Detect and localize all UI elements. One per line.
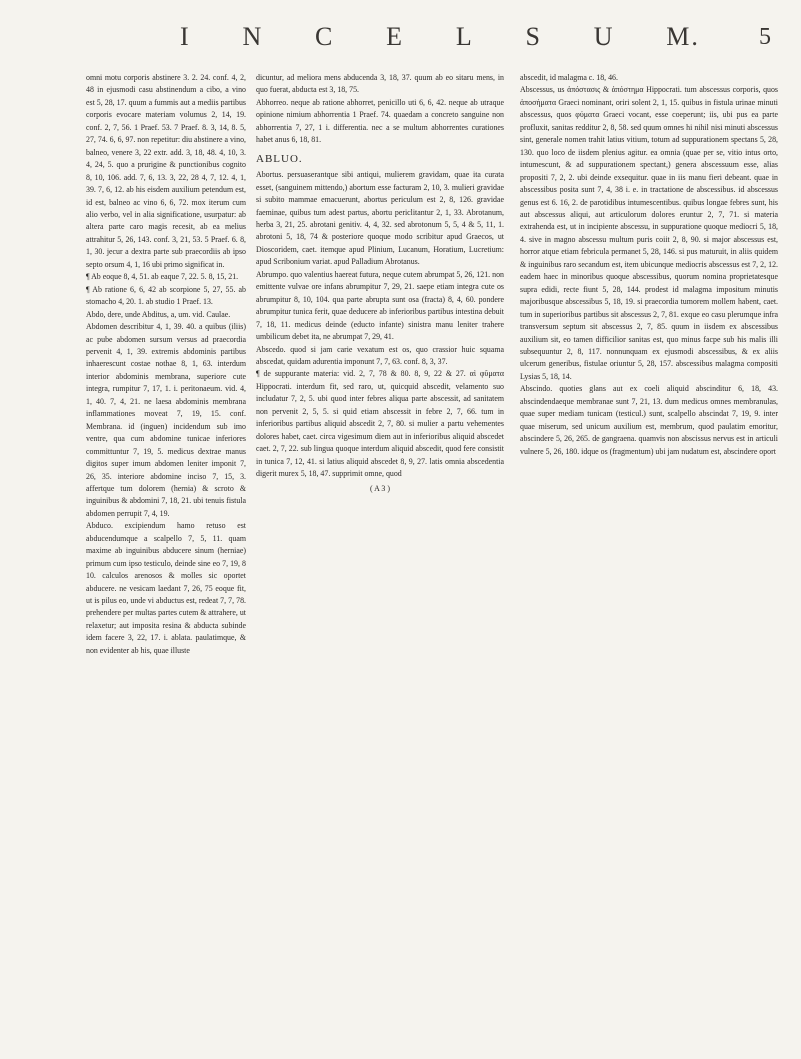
running-head-letter: M.: [666, 22, 700, 51]
running-head-letter: L: [455, 22, 474, 51]
right-column: [520, 72, 778, 458]
running-head-letter: I: [180, 22, 191, 51]
section-head: ABLUO.: [256, 152, 303, 165]
page-number: 5: [759, 24, 771, 50]
running-head-letter: N: [242, 22, 264, 51]
running-head-letter: E: [386, 22, 405, 51]
entry-text: Abortus. persuaserantque sibi antiqui, mulierem gravidam, quae ita curata esset, (sanguinem mittendo,) abortum esse facturam 2, 10, 3. mulieri gravidae si subito mammae emacuerunt, abortus periculum est 2, 8, 126. gravidae faeminae, quibus tum adest partus, abortu periclitantur 2, 1, 33. Abrotanum, herba 3, 21, 25. abrotani genitiv. 4, 4, 32. sed abrotonum 5, 5, 4 & 5, 11, 1. abrotoni 5, 18, 74 & posteriore quoque modo scribitur apud Graecos, ut Dioscoridem, caet. itemque apud Plinium, Lucanum, Horatium, Lucretium: apud Scribonium variat. apud Palladium Abrotanus.: [256, 170, 504, 267]
entry-text: Abscessus, us ἀπόστασις & ἀπόστημα Hippocrati. tum abscessus corporis, quos ἀποσήματα Graeci nominant, oriri solent 2, 1, 15. quibus in fistula urinae minuti abscessus, quos φύματα Graeci vocant, esse coeperunt; iis, ubi pus ea parte profluxit, sanitas redditur 2, 8, 58. sed quum omnes hi nihil nisi minuti abscessus sint, generale nomen trahit latius vitium, totum ad suppurationem spectans 5, 28, 130. quo loco de iisdem plenius agitur. ea omnia (quae per se, vitio intus orto, intumescunt, & ad suppurationem spectant,) genera abscessuum esse, alias propositi 7, 2, 2. ubi deinde exsequitur. quae in iis manu fieri debeant. quae in abscessibus posita sunt 7, 4, 38 i. e. in tractatione de abscessibus. id abscessus genus est 6. 16, 2. de parotidibus intumescentibus. quibus longae febres sunt, his aut abscessus aliqui, aut articulorum dolores eruntur 2, 7, 71. si materia extrahenda est, ut in incipiente abscessu, in suppuratione quoque mediocri 5, 18, 4. sive in magno abscessu multum puris coiit 2, 8, 90. si major abscessus est, horror atque etiam febricula permanet 5, 28, 146. si pus maturuit, in aliis quidem & inguinibus raro secandum est, item ubicunque mediocris abscessus est 7, 2, 12. eadem haec in minoribus quoque abscessibus, quorum nomina proprietatesque supra edidi, recte fiunt 5, 28, 144. prodest id malagma impositum minutis majoribusque abscessibus 5, 18, 19. si praecordia tumorem mollem habent, caet. tum in superioribus partibus sit abscessus 2, 7, 81. exque eo casu plerumque infra transversum septum sit abscessus 2, 7, 85. quum in iisdem ex abscessibus auxilium sit, eo tamen difficilior sanitas est, quo minus facpe sub his malis illi subsequuntur 2, 8, 117. nonnunquam ex ejusmodi abscessibus, & ex aliis ulcerum generibus, fistulae oriuntur 5, 28, 157. abscessibus malagma compositi Lysias 5, 18, 14.: [520, 85, 778, 381]
entry-text: ¶ Ab eoque 8, 4, 51. ab eaque 7, 22. 5. 8, 15, 21.: [86, 272, 239, 282]
signature-mark: ( A 3 ): [370, 483, 390, 493]
entry-text: Abrumpo. quo valentius haereat futura, neque cutem abrumpat 5, 26, 121. non emittente vulvae ore infans abrumpitur 7, 29, 21. saepe etiam integra cute os abrumpitur 8, 10, 104. qua parte abrupta sunt osa (fracta) 8, 4, 60. pondere abrumpitur tunica ferit, quae deducere ab inferioribus partibus intestina debuit 7, 18, 11. medicus deinde (educto infante) sinistra manu leniter trahere umbilicum debet ita, ne abrumpat 7, 29, 41.: [256, 269, 504, 342]
running-head-letter: U: [593, 22, 615, 51]
entry-text: dicuntur, ad meliora mens abducenda 3, 18, 37. quum ab eo sitaru mens, in quo fuerat, abducta est 3, 18, 75.: [256, 73, 504, 95]
entry-text: Abduco. excipiendum hamo retuso est abducendumque a scalpello 7, 5, 11. quam maxime ab inguinibus abducere sinum (herniae) primum cum ipso testiculo, deinde sine eo 7, 19, 8 10. calculos arenosos & molles sic oportet abducere. ne vesicam laedant 7, 26, 75 eoque fit, ut is pilus eo, unde vi abductus est, redeat 7, 7, 78. prehendere per multas partes cutem & attrahere, ut relaxetur; aut imposita resina & abducta subinde idem facere 3, 22, 17. i. ablata. paulatimque, & non evidenter ab his, quae illuste: [86, 521, 246, 655]
entry-text: omni motu corporis abstinere 3. 2. 24. conf. 4, 2, 48 in ejusmodi casu abstinendum a cibo, a vino est 5, 28, 17. quum a fummis aut a mediis partibus corporis evocare materiam volumus 2, 14, 19. conf. 2, 7, 56. 1 Praef. 53. 7 Praef. 8. 3, 14, 8. 5, 27, 74. 6, 6, 97. non repetitur: diu abstinere a vino, balneo, venere 3, 22 extr. add. 3, 18, 48. 4, 10, 3. 4, 24, 5. quo a prurigine & punctionibus cognito 8, 10, 106. add. 7, 6, 13. 3, 22, 28 4, 7, 12. 4, 1, 39. 7, 6, 12. ab his eisdem auxilium petendum est, id est, balneo ac vino 6, 6, 72. mox iterum cum alio verbo, vel in alia significatione, usurpatur: ab altera parte caro magis recesit, ab ea melius attrahitur 5, 26, 143. conf. 3, 21, 53. 5 Praef. 6. 8, 1, 30. jecur a dextra parte sub praecordiis ab ipso septo orsum 4, 1, 16 ubi primo significat in.: [86, 73, 246, 269]
running-head-letter: C: [315, 22, 335, 51]
entry-text: Abscindo. quoties glans aut ex coeli aliquid abscinditur 6, 18, 43. abscindendaeque membranae sunt 7, 21, 13. dum medicus omnes membranulas, quae super mediam tunicam (testicul.) sunt, scalpello abscindat 7, 19, 9. inter quae miserum, sed unicum auxilium est, membrum, quod paulatim emoritur, abscindere 5, 26, 265. de gangraena. quamvis non abscissus nervus est in articuli vulnere 5, 26, 180. idque os (fragmentum) ubi jam nudatum est, abscindere oport: [520, 384, 778, 456]
running-head: [180, 22, 700, 52]
running-head-letter: S: [525, 22, 542, 51]
entry-text: ¶ Ab ratione 6, 6, 42 ab scorpione 5, 27, 55. ab stomacho 4, 20. 1. ab studio 1 Praef. 13.: [86, 284, 246, 307]
entry-text: Abdomen describitur 4, 1, 39. 40. a quibus (iliis) ac pube abdomen sursum versus ad praecordia pervenit 4, 1, 39. extremis abdominis partibus inhaerescunt costae nothae 8, 1, 63. interdum interior abdominis membrana, superiore cute integra, rumpitur 7, 17, 1. i. peritonaeum. vid. 4, 1, 40. 7, 4, 21. ne laesa abdominis membrana inflammationes moveat 7, 19, 15. conf. Membrana. id (inguen) incidendum sub imo ventre, qua cum abdomine tunicae inferiores committuntur 7, 19, 5. medicus dextrae manus digitos super imum abdomen leniter imponit 7, 26, 35. interiore abdomine inciso 7, 15, 3. affertque tum dolorem (hernia) & scroto & inguinibus & abdomini 7, 18, 21. ubi tenuis fistula abdomen perrupit 7, 4, 19.: [86, 322, 246, 518]
entry-text: ¶ de suppurante materia: vid. 2, 7, 78 & 80. 8, 9, 22 & 27. αἱ φῦματα Hippocrati. interdum fit, sed raro, ut, quicquid abscedit, velamento suo includatur 7, 2, 5. ubi quod inter febres aliqua parte abscessit, ad sanitatem non pervenit 2, 5, 5. si quid etiam abscessit in febre 2, 7, 66. tum in inferioribus partibus aliquid abscedit 2, 7, 80. si mulier a partu vehementes dolores habet, caet. circa vigesimum diem aut in inferioribus aliquid abscedet caet. 2, 7, 22. sub lingua quoque interdum aliquid abscedit, quod fere consistit in tunica 7, 12, 41. si latius aliquid abscedet 8, 9, 27. latis omnia abscedentia digerit murex 5, 18, 47. supprimit omne, quod: [256, 369, 504, 479]
column-center: [256, 72, 504, 495]
entry-text: Abdo, dere, unde Abditus, a, um. vid. Caulae.: [86, 309, 231, 319]
entry-text: abscedit, id malagma c. 18, 46.: [520, 73, 618, 82]
left-column: [86, 72, 246, 657]
entry-text: Abhorreo. neque ab ratione abhorret, penicillo uti 6, 6, 42. neque ab utraque opinione nimium abhorrentia 1 Praef. 74. quaedam a concreto sanguine non abhorrentia 7, 27, 1 i. differentia. nec a se multum abhorrentes curationes habet anus 6, 18, 81.: [256, 97, 504, 145]
entry-text: Abscedo. quod si jam carie vexatum est os, quo crassior huic squama abscedat, quidam adurentia imponunt 7, 7, 63. conf. 8, 3, 37.: [256, 344, 504, 366]
